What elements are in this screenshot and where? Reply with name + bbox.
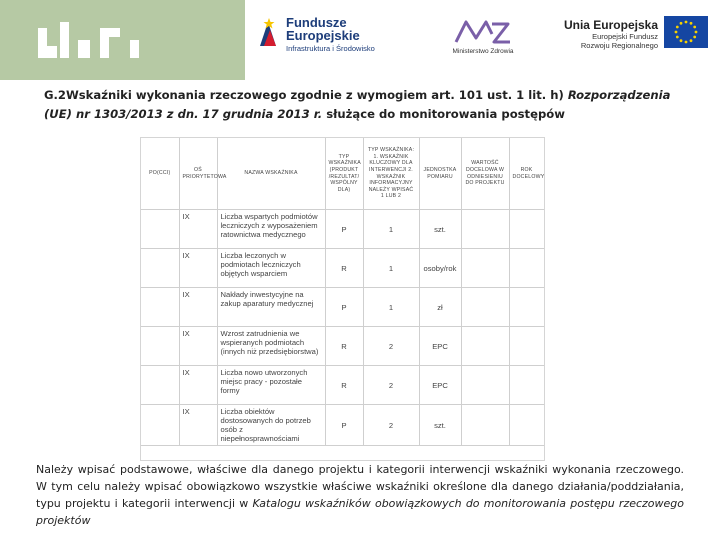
table-row xyxy=(141,366,544,405)
eu-flag-icon xyxy=(664,16,708,48)
instruction-paragraph xyxy=(36,461,684,529)
cell-po xyxy=(141,327,179,366)
cell-axis: IX xyxy=(179,210,217,249)
cell-type: R xyxy=(325,249,363,288)
table-row xyxy=(141,210,544,249)
cell-axis: IX xyxy=(179,405,217,446)
cell-po xyxy=(141,210,179,249)
cell-name: Liczba wspartych podmiotów leczniczych z wyposażeniem ratownictwa medycznego xyxy=(217,210,325,249)
cell-po xyxy=(141,366,179,405)
cell-kind: 1 xyxy=(363,249,419,288)
ue-subtitle-2: Rozwoju Regionalnego xyxy=(580,41,658,50)
ministerstwo-zdrowia-logo xyxy=(448,14,518,60)
fundusze-star-icon xyxy=(258,16,280,50)
cell-name: Wzrost zatrudnienia we wspieranych podmiotach (innych niż przedsiębiorstwa) xyxy=(217,327,325,366)
cell-year xyxy=(509,249,544,288)
cell-year xyxy=(509,405,544,446)
cell-year xyxy=(509,210,544,249)
cell-name: Liczba leczonych w podmiotach leczniczych objętych wsparciem xyxy=(217,249,325,288)
col-header-po: PO(CCI) xyxy=(141,138,179,210)
cell-type: P xyxy=(325,210,363,249)
col-header-kind: TYP WSKAŹNIKA: 1. WSKAŹNIK KLUCZOWY DLA INTERWENCJI 2. WSKAŹNIK INFORMACYJNY NALEŻY WPISAĆ 1 LUB 2 xyxy=(363,138,419,210)
cell-type: R xyxy=(325,327,363,366)
cell-kind: 2 xyxy=(363,327,419,366)
cell-unit: osoby/rok xyxy=(419,249,461,288)
cell-unit: EPC xyxy=(419,327,461,366)
instruction-part-1: Należy wpisać podstawowe, właściwe dla danego projektu i kategorii interwencji wskaźniki wykonania rzeczowego. W tym celu należy wpisać obowiązkowo wszystkie właściwe wskaźniki określone dla danego działania/poddziałania, typu projektu i kategorii interwencji w xyxy=(36,463,684,510)
col-header-target: WARTOŚĆ DOCELOWA W ODNIESIENIU DO PROJEKTU xyxy=(461,138,509,210)
cell-axis: IX xyxy=(179,327,217,366)
cell-unit: szt. xyxy=(419,405,461,446)
indicator-table-image xyxy=(140,137,545,461)
cell-type: P xyxy=(325,288,363,327)
cell-year xyxy=(509,288,544,327)
header-bar xyxy=(0,0,720,80)
cell-axis: IX xyxy=(179,288,217,327)
ue-title: Unia Europejska xyxy=(563,18,658,32)
table-header-row xyxy=(141,138,544,210)
cell-target xyxy=(461,327,509,366)
cell-year xyxy=(509,327,544,366)
cell-kind: 2 xyxy=(363,405,419,446)
cell-kind: 2 xyxy=(363,366,419,405)
cell-kind: 1 xyxy=(363,288,419,327)
section-heading xyxy=(44,86,694,124)
cell-target xyxy=(461,405,509,446)
col-header-name: NAZWA WSKAŹNIKA xyxy=(217,138,325,210)
instruction-catalog-title: Katalogu wskaźników obowiązkowych do monitorowania postępu rzeczowego projektów xyxy=(36,497,685,527)
fundusze-europejskie-logo xyxy=(258,16,418,60)
col-header-type: TYP WSKAŹNIKA (PRODUKT /REZULTAT/ WSPÓLNY DLA) xyxy=(325,138,363,210)
cell-kind: 1 xyxy=(363,210,419,249)
fe-subtitle: Infrastruktura i Środowisko xyxy=(286,44,375,53)
cell-year xyxy=(509,366,544,405)
cell-axis: IX xyxy=(179,366,217,405)
cell-name: Liczba nowo utworzonych miejsc pracy - pozostałe formy xyxy=(217,366,325,405)
cell-name: Liczba obiektów dostosowanych do potrzeb osób z niepełnosprawnościami xyxy=(217,405,325,446)
heading-part-1: G.2Wskaźniki wykonania rzeczowego zgodnie z wymogiem art. 101 ust. 1 lit. h) xyxy=(44,88,568,102)
table-row xyxy=(141,405,544,446)
cell-target xyxy=(461,288,509,327)
cell-target xyxy=(461,210,509,249)
cell-po xyxy=(141,288,179,327)
cell-type: P xyxy=(325,405,363,446)
ministry-label: Ministerstwo Zdrowia xyxy=(452,48,514,55)
cell-unit: szt. xyxy=(419,210,461,249)
table-row xyxy=(141,288,544,327)
cell-po xyxy=(141,249,179,288)
heading-regulation: Rozporządzenia (UE) nr 1303/2013 z dn. 17 grudnia 2013 r. xyxy=(44,88,671,121)
cell-type: R xyxy=(325,366,363,405)
col-header-year: ROK DOCELOWY xyxy=(509,138,544,210)
ue-subtitle-1: Europejski Fundusz xyxy=(592,32,658,41)
cell-name: Nakłady inwestycyjne na zakup aparatury medycznej xyxy=(217,288,325,327)
cell-axis: IX xyxy=(179,249,217,288)
cell-po xyxy=(141,405,179,446)
cell-target xyxy=(461,366,509,405)
col-header-axis: OŚ PRIORYTETOWA xyxy=(179,138,217,210)
fe-title-line-2: Europejskie xyxy=(286,28,360,43)
table-row xyxy=(141,249,544,288)
header-green-band xyxy=(0,0,245,80)
fe-title-line-1: Fundusze xyxy=(286,15,347,30)
cell-unit: EPC xyxy=(419,366,461,405)
cell-target xyxy=(461,249,509,288)
unia-europejska-logo-text xyxy=(548,18,658,50)
table-row xyxy=(141,327,544,366)
indicator-table xyxy=(141,138,545,446)
ministry-mz-icon xyxy=(448,14,518,48)
cell-unit: zł xyxy=(419,288,461,327)
heading-part-3: służące do monitorowania postępów xyxy=(322,107,565,121)
col-header-unit: JEDNOSTKA POMIARU xyxy=(419,138,461,210)
